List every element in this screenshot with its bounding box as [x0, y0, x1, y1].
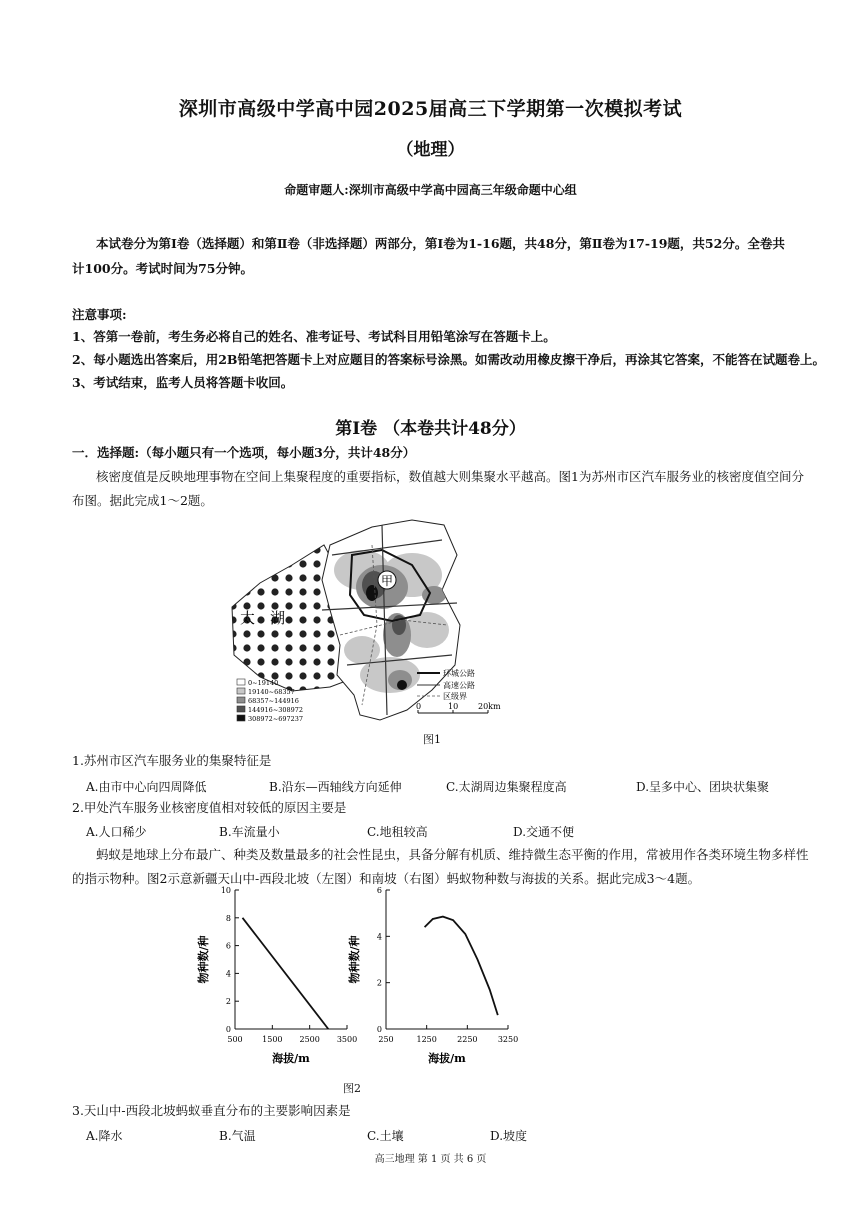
density-zone [397, 680, 407, 690]
legend-density-4: 308972~697237 [248, 715, 304, 723]
y-tick-label: 10 [220, 886, 231, 895]
legend-swatch [237, 697, 245, 703]
y-tick-label: 0 [225, 1025, 231, 1034]
y-axis-label: 物种数/种 [197, 935, 210, 984]
intro-line-1: 本试卷分为第Ⅰ卷（选择题）和第Ⅱ卷（非选择题）两部分，第Ⅰ卷为1-16题，共48分，第Ⅱ卷为17-19题，共52分。全卷共 [96, 236, 785, 251]
legend-density-1: 19140~68357 [248, 688, 295, 696]
q2-option-d: D.交通不便 [513, 825, 575, 839]
legend-highway: 高速公路 [443, 681, 475, 690]
q3-option-c: C.土壤 [367, 1129, 404, 1143]
y-tick-label: 4 [225, 969, 231, 979]
section-title: 第Ⅰ卷 （本卷共计48分） [335, 419, 526, 439]
legend-density-0: 0~19140 [248, 679, 279, 687]
y-tick-label: 0 [376, 1025, 382, 1034]
x-tick-label: 500 [227, 1035, 243, 1044]
notice-heading: 注意事项: [72, 307, 127, 322]
scale-tick-10: 10 [448, 702, 459, 711]
notice-item-1: 1、答第一卷前，考生务必将自己的姓名、准考证号、考试科目用铅笔涂写在答题卡上。 [72, 329, 556, 344]
y-tick-label: 2 [376, 978, 382, 988]
q1-option-d: D.呈多中心、团块状集聚 [636, 780, 770, 794]
y-tick-label: 2 [225, 997, 231, 1007]
x-axis-label: 海拔/m [272, 1052, 310, 1065]
x-tick-label: 3250 [497, 1035, 519, 1044]
center-label-jia: 甲 [380, 574, 394, 588]
legend-district: 区级界 [443, 692, 467, 701]
passage2-line-2: 的指示物种。图2示意新疆天山中-西段北坡（左图）和南坡（右图）蚂蚁物种数与海拔的关系。据此完成3～4题。 [72, 871, 701, 886]
q1-option-a: A.由市中心向四周降低 [86, 780, 207, 794]
x-tick-label: 2500 [299, 1035, 320, 1044]
exam-subject: （地理） [396, 140, 465, 160]
lake-char-2: 湖 [270, 609, 286, 627]
legend-density-3: 144916~308972 [248, 706, 304, 714]
figure1-caption: 图1 [423, 733, 441, 746]
legend-swatch [237, 715, 245, 721]
q2-stem: 2.甲处汽车服务业核密度值相对较低的原因主要是 [72, 800, 347, 815]
y-tick-label: 6 [225, 941, 231, 951]
q1-stem: 1.苏州市区汽车服务业的集聚特征是 [72, 753, 272, 768]
passage1-line-1: 核密度值是反映地理事物在空间上集聚程度的重要指标，数值越大则集聚水平越高。图1为苏州市区汽车服务业的核密度值空间分 [96, 469, 804, 484]
q1-option-b: B.沿东—西轴线方向延伸 [269, 780, 402, 794]
q1-option-c: C.太湖周边集聚程度高 [446, 780, 567, 794]
x-tick-label: 1250 [416, 1035, 437, 1044]
exam-title: 深圳市高级中学高中园2025届高三下学期第一次模拟考试 [178, 98, 683, 120]
figure2-charts [190, 882, 530, 1072]
q2-option-b: B.车流量小 [219, 825, 280, 839]
scale-bar [416, 702, 501, 713]
part-heading: 一．选择题:（每小题只有一个选项，每小题3分，共计48分） [72, 445, 416, 460]
q3-option-a: A.降水 [86, 1129, 123, 1143]
lake-char-1: 太 [240, 609, 256, 627]
q3-option-b: B.气温 [219, 1129, 256, 1143]
chart-south-slope [347, 886, 518, 1065]
legend-swatch [237, 679, 245, 685]
q2-option-c: C.地租较高 [367, 825, 428, 839]
notice-item-2: 2、每小题选出答案后，用2B铅笔把答题卡上对应题目的答案标号涂黑。如需改动用橡皮擦干净后，再涂其它答案，不能答在试题卷上。 [72, 352, 825, 367]
legend-density-2: 68357~144916 [248, 697, 299, 705]
line-legend [417, 668, 475, 701]
q3-stem: 3.天山中-西段北坡蚂蚁垂直分布的主要影响因素是 [72, 1103, 351, 1118]
passage1-line-2: 布图。据此完成1～2题。 [72, 493, 213, 508]
x-tick-label: 3500 [336, 1035, 358, 1044]
legend-swatch [237, 706, 245, 712]
y-tick-label: 4 [376, 932, 382, 942]
density-zone [344, 636, 380, 664]
figure2-caption: 图2 [343, 1082, 361, 1095]
series-line [425, 917, 498, 1016]
x-axis-label: 海拔/m [428, 1052, 466, 1065]
chart-north-slope [196, 886, 357, 1065]
density-zone [366, 585, 378, 601]
q2-option-a: A.人口稀少 [86, 825, 147, 839]
series-line [243, 918, 329, 1029]
page-footer: 高三地理 第 1 页 共 6 页 [374, 1154, 487, 1165]
legend-swatch [237, 688, 245, 694]
q3-option-d: D.坡度 [490, 1129, 528, 1143]
passage2-line-1: 蚂蚁是地球上分布最广、种类及数量最多的社会性昆虫，具备分解有机质、维持微生态平衡的作用，常被用作各类环境生物多样性 [96, 847, 809, 862]
scale-tick-0: 0 [416, 702, 422, 711]
notice-item-3: 3、考试结束，监考人员将答题卡收回。 [72, 375, 294, 390]
legend-ring-road: 环城公路 [443, 669, 475, 678]
x-tick-label: 250 [378, 1035, 394, 1044]
intro-line-2: 计100分。考试时间为75分钟。 [72, 261, 253, 276]
scale-tick-20: 20km [478, 702, 501, 711]
y-tick-label: 6 [376, 886, 382, 895]
y-tick-label: 8 [225, 913, 231, 923]
exam-author: 命题审题人:深圳市高级中学高中园高三年级命题中心组 [284, 183, 577, 197]
figure1-map [212, 515, 512, 725]
y-axis-label: 物种数/种 [348, 935, 361, 984]
x-tick-label: 1500 [262, 1035, 283, 1044]
x-tick-label: 2250 [457, 1035, 478, 1044]
